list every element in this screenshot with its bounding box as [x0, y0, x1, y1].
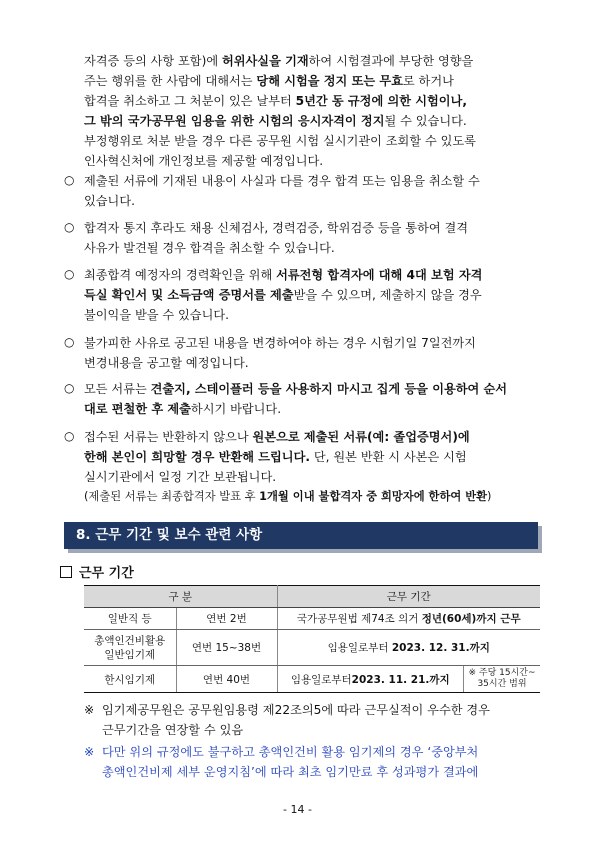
- table-cell-category: 일반직 등: [84, 608, 176, 630]
- bold-text: 1개월 이내 불합격자 중 희망자에 한하여 반환: [259, 490, 488, 503]
- bullet-marker: ○: [64, 335, 75, 349]
- continuation-paragraph: [84, 51, 554, 171]
- subsection-label: 근무 기간: [79, 566, 134, 581]
- text-line: 실시기관에서 일정 기간 보관됩니다.: [84, 470, 277, 484]
- table-row: [84, 666, 540, 693]
- bold-text: 2023. 12. 31.까지: [391, 642, 490, 654]
- bold-text: 정년(60세)까지 근무: [421, 613, 521, 625]
- table-cell-grade: 연번 15~38번: [176, 630, 277, 666]
- text-line: ※ 주당 15시간~: [468, 668, 536, 678]
- text-line: 불이익을 받을 수 있습니다.: [84, 308, 230, 322]
- text-line: 부정행위로 처분 받을 경우 다른 공무원 시험 실시기관이 조회할 수 있도록: [84, 134, 476, 148]
- table-cell-period: [277, 608, 540, 630]
- text-line: 변경내용을 공고할 예정입니다.: [84, 356, 249, 370]
- table-row: [84, 608, 540, 630]
- period-value: [278, 666, 465, 692]
- text-line: 인사혁신처에 개인정보를 제공할 예정입니다.: [84, 154, 324, 168]
- bold-text: 대로 편철한 후 제출: [84, 402, 191, 416]
- text-line: 불가피한 사유로 공고된 내용을 변경하여야 하는 경우 시험기일 7일전까지: [84, 336, 476, 350]
- bullet-item: [84, 265, 554, 325]
- bold-text: 5년간 동 규정에 의한 시험이나,: [295, 94, 467, 108]
- reference-mark: ※: [84, 745, 95, 759]
- text-line: 총액인건비활용: [94, 634, 166, 647]
- bold-text: 서류전형 합격자에 대해 4대 보험 자격: [276, 268, 483, 282]
- text-line: [84, 447, 554, 467]
- bold-text: 득실 확인서 및 소득금액 증명서를 제출: [84, 288, 294, 302]
- bullet-marker: ○: [64, 267, 75, 281]
- text-run: 국가공무원법 제74조 의거: [296, 613, 422, 625]
- text-line: [84, 71, 554, 91]
- table-cell-period: [277, 666, 540, 693]
- text-run: 임용일로부터: [327, 642, 392, 654]
- bold-text: 견출지, 스테이플러 등을 사용하지 마시고 집게 등을 이용하여 순서: [150, 382, 508, 396]
- period-cell-split: [278, 666, 541, 692]
- text-run: 모든 서류는: [84, 382, 151, 396]
- text-line: [84, 111, 554, 131]
- bold-text: 당해 시험을 정지 또는 무효: [256, 74, 403, 88]
- bold-text: 원본으로 제출된 서류(예: 졸업증명서)에: [252, 430, 470, 444]
- text-line: [84, 487, 554, 507]
- reference-note-blue: [84, 742, 478, 782]
- table-cell-grade: 연번 2번: [176, 608, 277, 630]
- table-cell-category: [84, 630, 176, 666]
- text-line: 합격자 통지 후라도 채용 신체검사, 경력검증, 학위검증 등을 통하여 결격: [84, 221, 469, 235]
- bold-text: 그 밖의 국가공무원 임용을 위한 시험의 응시자격이 정지: [84, 114, 385, 128]
- table-cell-period: [277, 630, 540, 666]
- text-run: 임용일로부터: [290, 673, 352, 686]
- text-line: [84, 427, 554, 447]
- text-line: [84, 265, 554, 285]
- text-run: 합격을 취소하고 그 처분이 있은 날부터: [84, 94, 296, 108]
- table-cell-category: 한시임기제: [84, 666, 176, 693]
- bullet-marker: ○: [64, 429, 75, 443]
- text-run: 다만 위의 규정에도 불구하고 총액인건비 활용 임기제의 경우 ‘중앙부처: [102, 745, 479, 759]
- bold-text: 2023. 11. 21.까지: [351, 673, 450, 686]
- text-line: 일반임기제: [104, 648, 156, 661]
- text-run: 하시기 바랍니다.: [190, 402, 282, 416]
- bold-text: 한해 본인이 희망할 경우 반환해 드립니다.: [84, 450, 310, 464]
- text-line: 근무기간을 연장할 수 있음: [102, 723, 244, 737]
- subsection-title: [60, 562, 134, 581]
- text-run: (제출된 서류는 최종합격자 발표 후: [84, 490, 260, 503]
- text-run: 자격증 등의 사항 포함)에: [84, 54, 222, 68]
- text-line: [84, 285, 554, 305]
- text-line: [84, 51, 554, 71]
- text-run: 받을 수 있으며, 제출하지 않을 경우: [293, 288, 482, 302]
- text-run: 주는 행위를 한 사람에 대해서는: [84, 74, 257, 88]
- section-header: 8. 근무 기간 및 보수 관련 사항: [64, 522, 538, 549]
- text-line: 사유가 발견될 경우 합격을 취소할 수 있습니다.: [84, 241, 335, 255]
- text-line: [84, 91, 554, 111]
- text-run: 임기제공무원은 공무원임용령 제22조의5에 따라 근무실적이 우수한 경우: [102, 703, 490, 717]
- text-run: 접수된 서류는 반환하지 않으나: [84, 430, 253, 444]
- table-header-period: 근무 기간: [277, 586, 540, 608]
- text-line: 35시간 범위: [477, 679, 527, 689]
- text-line: [84, 379, 554, 399]
- table-header-category: 구 분: [84, 586, 277, 608]
- text-run: ): [487, 490, 492, 503]
- bullet-marker: ○: [64, 220, 75, 234]
- bold-text: 허위사실을 기재: [221, 54, 309, 68]
- table-row: [84, 630, 540, 666]
- text-run: 하여 시험결과에 부당한 영향을: [308, 54, 474, 68]
- reference-mark: ※: [84, 703, 95, 717]
- bullet-item: [84, 171, 554, 211]
- bullet-item: [84, 333, 554, 373]
- bullet-marker: ○: [64, 381, 75, 395]
- hours-note: [464, 666, 540, 692]
- text-run: 최종합격 예정자의 경력확인을 위해: [84, 268, 277, 282]
- reference-note: [84, 700, 490, 740]
- bullet-item: [84, 218, 554, 258]
- text-line: [84, 742, 478, 762]
- page-number: - 14 -: [283, 803, 312, 816]
- text-run: 될 수 있습니다.: [384, 114, 467, 128]
- table-cell-grade: 연번 40번: [176, 666, 277, 693]
- text-line: 총액인건비제 세부 운영지침’에 따라 최초 임기만료 후 성과평가 결과에: [102, 765, 479, 779]
- text-line: [84, 700, 490, 720]
- text-run: 단, 원본 반환 시 사본은 시험: [310, 450, 467, 464]
- table-header-row: [84, 586, 540, 608]
- text-line: [84, 399, 554, 419]
- bullet-item: [84, 427, 554, 507]
- bullet-item: [84, 379, 554, 419]
- checkbox-square-icon: [60, 566, 72, 578]
- text-line: 있습니다.: [84, 194, 135, 208]
- work-period-table: [84, 585, 540, 693]
- bullet-marker: ○: [64, 173, 75, 187]
- text-line: 제출된 서류에 기재된 내용이 사실과 다를 경우 합격 또는 임용을 취소할 수: [84, 174, 480, 188]
- text-run: 로 하거나: [402, 74, 454, 88]
